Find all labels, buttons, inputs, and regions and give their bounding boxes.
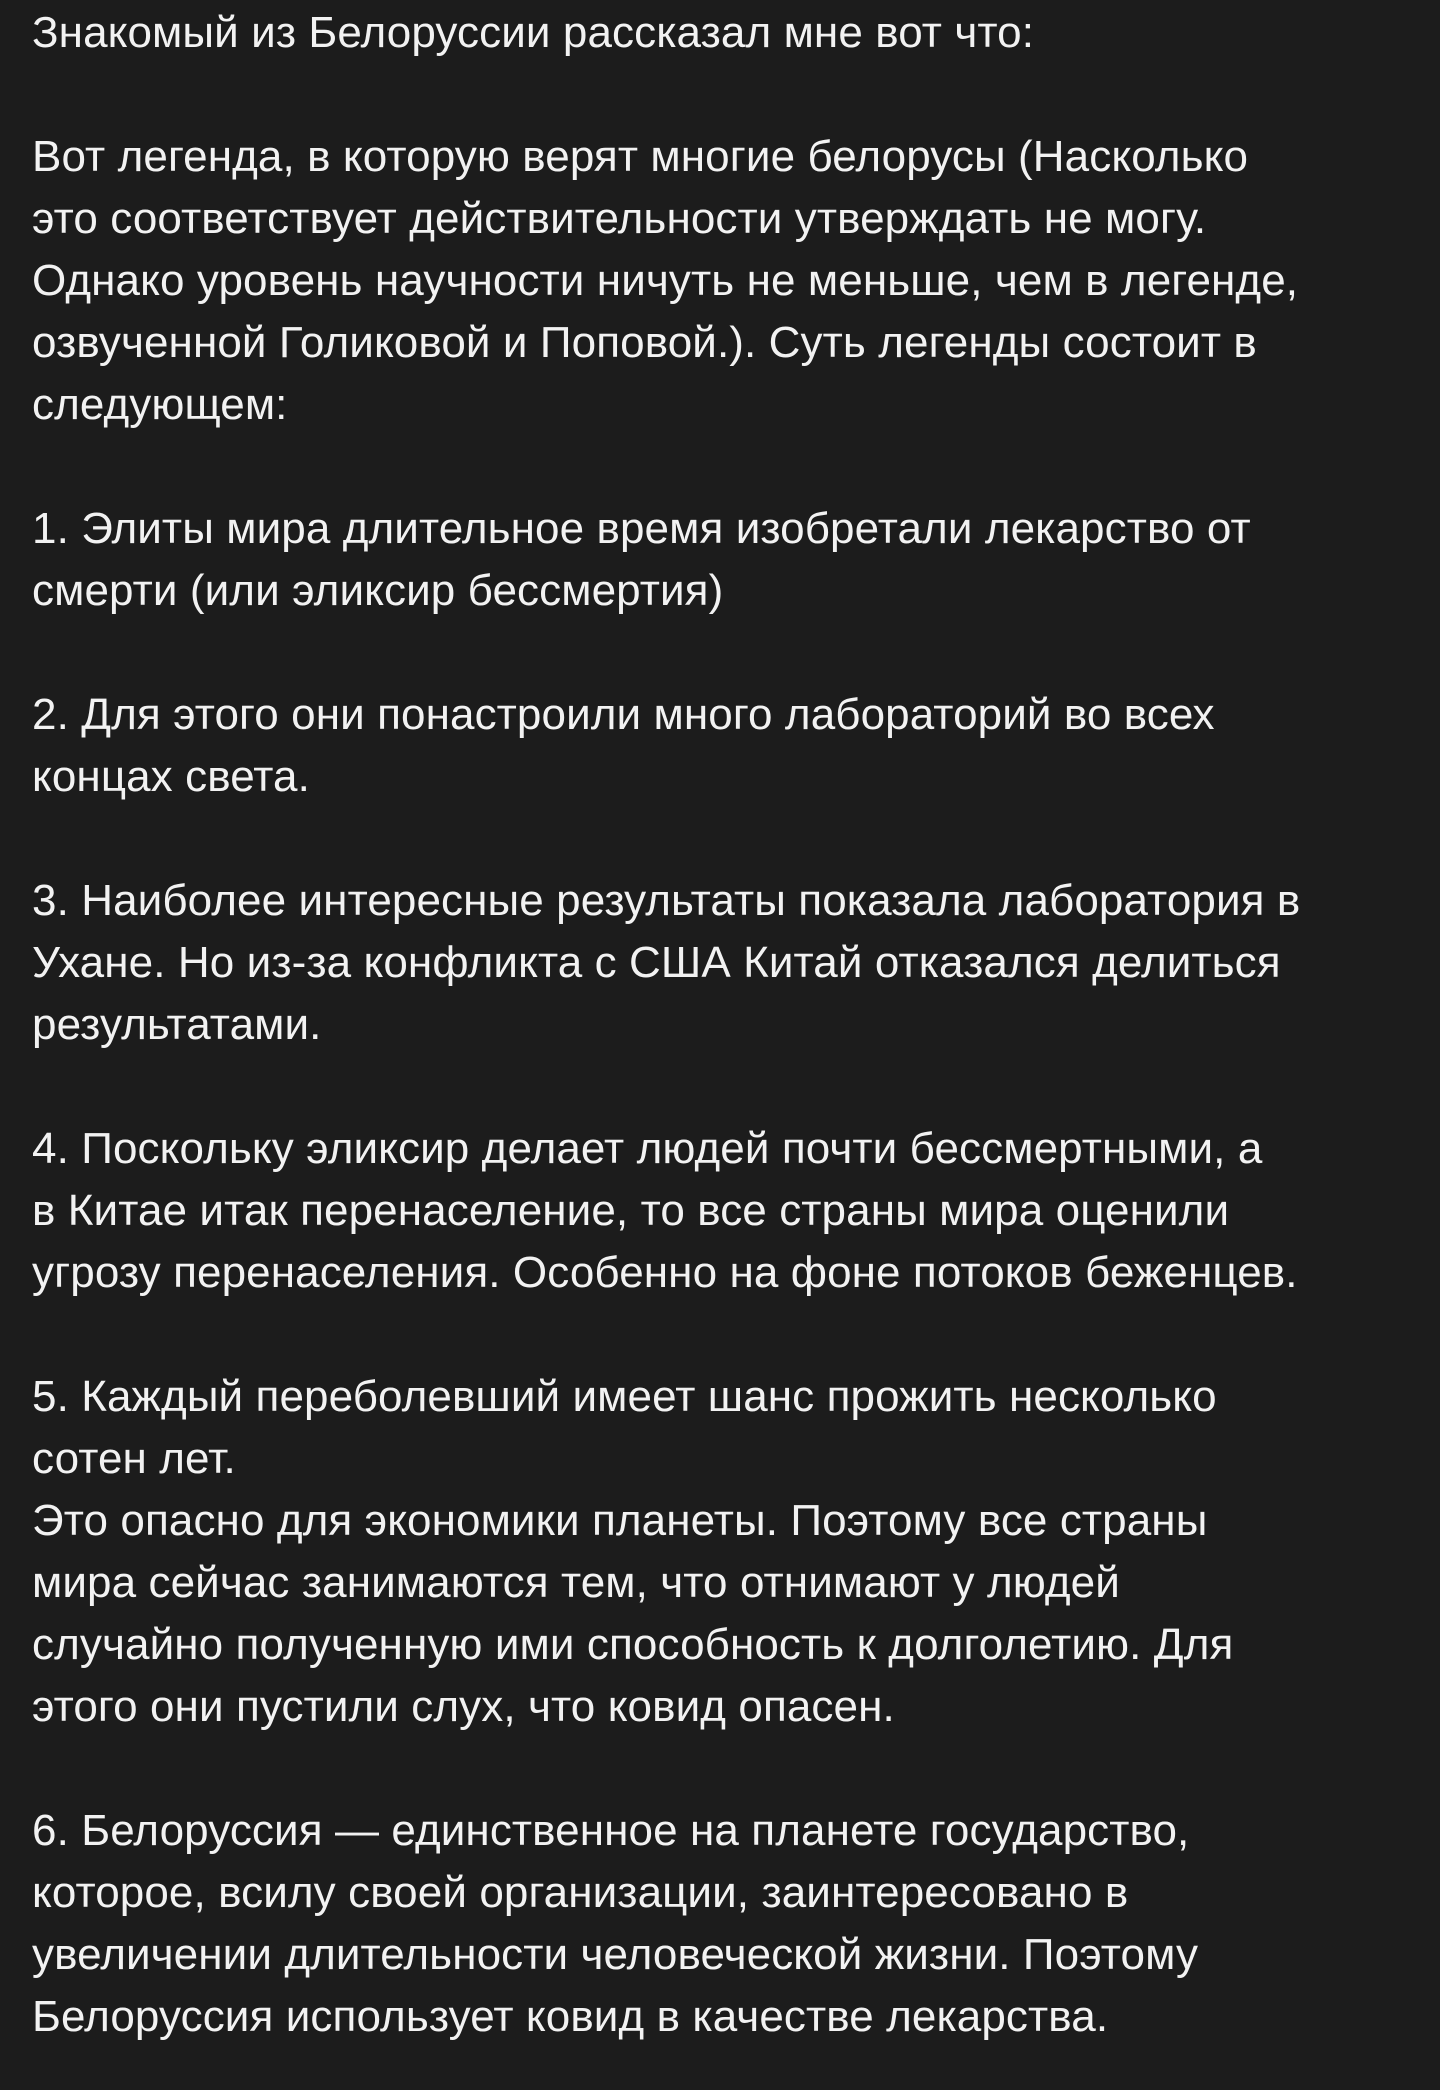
paragraph-gap bbox=[32, 1056, 1440, 1118]
message-line: в Китае итак перенаселение, то все страны мира оценили bbox=[32, 1186, 1230, 1235]
message-line: Белоруссия использует ковид в качестве лекарства. bbox=[32, 1992, 1109, 2041]
message-line: угрозу перенаселения. Особенно на фоне потоков беженцев. bbox=[32, 1248, 1298, 1297]
message-line: 6. Белоруссия — единственное на планете государство, bbox=[32, 1806, 1190, 1855]
message-line: Вот легенда, в которую верят многие белорусы (Насколько bbox=[32, 132, 1249, 181]
message-line: 4. Поскольку эликсир делает людей почти бессмертными, а bbox=[32, 1124, 1263, 1173]
message-line: которое, всилу своей организации, заинтересовано в bbox=[32, 1868, 1129, 1917]
message-line: Однако уровень научности ничуть не меньше, чем в легенде, bbox=[32, 256, 1299, 305]
message-line: озвученной Голиковой и Поповой.). Суть легенды состоит в bbox=[32, 318, 1257, 367]
paragraph-gap bbox=[32, 436, 1440, 498]
paragraph-gap bbox=[32, 622, 1440, 684]
message-line: увеличении длительности человеческой жизни. Поэтому bbox=[32, 1930, 1199, 1979]
message-line: смерти (или эликсир бессмертия) bbox=[32, 566, 724, 615]
message-line: концах света. bbox=[32, 752, 310, 801]
paragraph-gap bbox=[32, 1304, 1440, 1366]
message-line: Ухане. Но из-за конфликта с США Китай отказался делиться bbox=[32, 938, 1281, 987]
message-line: 5. Каждый переболевший имеет шанс прожить несколько bbox=[32, 1372, 1217, 1421]
message-line: случайно полученную ими способность к долголетию. Для bbox=[32, 1620, 1234, 1669]
message-text bbox=[32, 2, 1440, 2048]
message-line: 3. Наиболее интересные результаты показала лаборатория в bbox=[32, 876, 1301, 925]
paragraph-gap bbox=[32, 808, 1440, 870]
message-line: это соответствует действительности утверждать не могу. bbox=[32, 194, 1207, 243]
paragraph-gap bbox=[32, 64, 1440, 126]
message-line: этого они пустили слух, что ковид опасен. bbox=[32, 1682, 895, 1731]
message-line: результатами. bbox=[32, 1000, 322, 1049]
message-line: мира сейчас занимаются тем, что отнимают у людей bbox=[32, 1558, 1120, 1607]
message-line: 2. Для этого они понастроили много лабораторий во всех bbox=[32, 690, 1215, 739]
message-line: Это опасно для экономики планеты. Поэтому все страны bbox=[32, 1496, 1208, 1545]
message-line: 1. Элиты мира длительное время изобретали лекарство от bbox=[32, 504, 1251, 553]
message-line: Знакомый из Белоруссии рассказал мне вот что: bbox=[32, 8, 1035, 57]
paragraph-gap bbox=[32, 1738, 1440, 1800]
message-line: сотен лет. bbox=[32, 1434, 236, 1483]
message-line: следующем: bbox=[32, 380, 288, 429]
